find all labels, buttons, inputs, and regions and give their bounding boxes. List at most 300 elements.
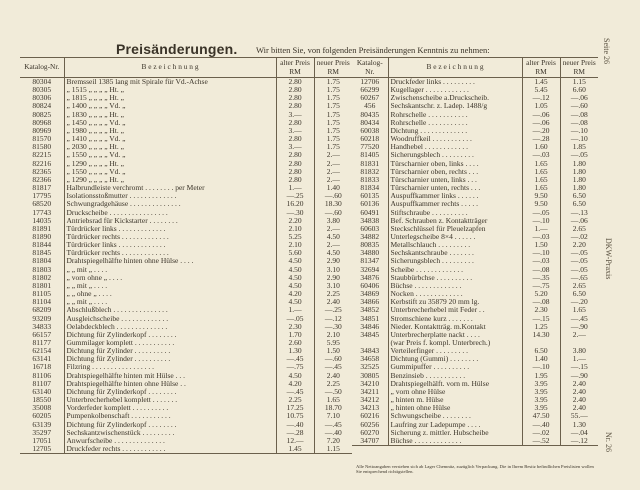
katalog-cell: 81833 <box>360 175 380 184</box>
alter-preis-cell: 12.— <box>276 437 314 445</box>
bezeichnung-cell: Auspuffkammer rechts . . . . . <box>388 200 522 208</box>
katalog-cell: 34880 <box>360 249 380 258</box>
neuer-preis-cell: 1.15 <box>314 445 352 454</box>
table-row <box>20 396 352 404</box>
table-row <box>352 233 598 241</box>
page-subtitle: Wir bitten Sie, von folgenden Preisänderungen Kenntnis zu nehmen: <box>256 45 490 55</box>
alter-preis-cell: 47.50 <box>522 412 560 420</box>
bezeichnung-cell: Filzring . . . . . . . . . . . . . . . . . <box>64 363 276 371</box>
table-row <box>20 274 352 282</box>
alter-preis-cell: —.45 <box>276 388 314 396</box>
katalog-cell: 81105 <box>32 290 51 299</box>
table-row <box>352 78 598 87</box>
alter-preis-cell: 2.30 <box>276 323 314 331</box>
bezeichnung-cell: Drahtspiegelhälfte hinten ohne Hülse . . <box>64 380 276 388</box>
alter-preis-cell: —.12 <box>522 94 560 102</box>
neuer-preis-cell: 6.50 <box>560 200 598 208</box>
katalog-cell: 60267 <box>360 94 380 103</box>
alter-preis-cell: 4.50 <box>276 274 314 282</box>
alter-preis-cell: 5.25 <box>276 233 314 241</box>
neuer-preis-cell: —.60 <box>314 192 352 200</box>
bezeichnung-cell: „ 1290 „ „ „ „ Ht. „ <box>64 176 276 184</box>
table-row <box>352 176 598 184</box>
alter-preis-cell: 14.30 <box>522 331 560 339</box>
table-row <box>352 241 598 249</box>
katalog-cell: 16718 <box>32 363 52 372</box>
bezeichnung-cell: Druckfeder rechts . . . . . . . . . . . . <box>64 445 276 454</box>
neuer-preis-cell: 3.80 <box>560 347 598 355</box>
alter-preis-cell: 4.50 <box>276 372 314 380</box>
neuer-preis-cell: —.13 <box>560 209 598 217</box>
table-row <box>352 429 598 437</box>
katalog-cell: 80824 <box>32 102 52 111</box>
katalog-cell: 60038 <box>360 126 380 135</box>
alter-preis-cell: —.20 <box>522 127 560 135</box>
bezeichnung-cell: Verteilerfinger . . . . . . . . . <box>388 347 522 355</box>
alter-preis-cell: 2.25 <box>276 396 314 404</box>
alter-preis-cell: 2.80 <box>276 86 314 94</box>
table-row <box>20 151 352 159</box>
neuer-preis-cell: —.12 <box>560 437 598 446</box>
katalog-cell: 34213 <box>360 404 380 413</box>
katalog-cell: 80825 <box>32 110 52 119</box>
katalog-cell: 17051 <box>32 436 52 445</box>
alter-preis-cell: 3.95 <box>522 404 560 412</box>
katalog-cell: 63140 <box>32 387 52 396</box>
neuer-preis-cell: 2.40 <box>314 372 352 380</box>
neuer-preis-cell: 18.30 <box>314 200 352 208</box>
katalog-cell: 60136 <box>360 200 380 209</box>
bezeichnung-cell: Stromschiene kurz . . . . . . . <box>388 315 522 323</box>
side-issue-label: Nr. 26 <box>604 432 613 452</box>
bezeichnung-cell: Bremsseil 1385 lang mit Spirale für Vd.-Achse <box>64 78 276 87</box>
bezeichnung-cell: Türdrücker links . . . . . . . . . . . . . <box>64 225 276 233</box>
alter-preis-cell: 1.30 <box>276 347 314 355</box>
table-row <box>352 396 598 404</box>
katalog-cell: 82215 <box>32 151 52 160</box>
bezeichnung-cell: Zwischenscheibe a.Druckscheib. <box>388 94 522 102</box>
bezeichnung-cell: Sechskantschr. z. Ladep. 1488/g <box>388 102 522 110</box>
table-row <box>20 102 352 110</box>
katalog-cell: 81106 <box>32 371 51 380</box>
alter-preis-cell: 2.80 <box>276 168 314 176</box>
neuer-preis-cell: 2.20 <box>560 241 598 249</box>
bezeichnung-cell: Büchse . . . . . . . . . . . . . <box>388 282 522 290</box>
katalog-cell: 60603 <box>360 224 380 233</box>
footnote: Alle Nettoangaben verstehen sich ab Lager Chemnitz, zuzüglich Verpackung. Die in Ihrem Besitz befindlichen Preislisten wollen Sie entsprechend richtigstellen. <box>356 464 594 475</box>
table-row <box>352 282 598 290</box>
katalog-cell: 81832 <box>360 167 380 176</box>
table-row <box>20 241 352 249</box>
table-row <box>352 363 598 371</box>
table-row <box>352 412 598 420</box>
table-header-row <box>20 58 352 78</box>
bezeichnung-cell: Kerbstift zu 35879 20 mm lg. <box>388 298 522 306</box>
bezeichnung-cell: Woodruffkeil . . . . . . . . . . . <box>388 135 522 143</box>
katalog-cell: 12706 <box>360 77 380 86</box>
neuer-preis-cell: 1.75 <box>314 78 352 87</box>
bezeichnung-cell: Dichtung für Zylinderkopf . . . . . . . . <box>64 388 276 396</box>
bezeichnung-cell: „ 1400 „ „ „ „ Vd. „ <box>64 102 276 110</box>
table-row <box>20 184 352 192</box>
katalog-cell: 81347 <box>360 257 380 266</box>
alter-preis-cell: 5.45 <box>522 86 560 94</box>
table-row <box>352 355 598 363</box>
bezeichnung-cell: Türdrücker rechts . . . . . . . . . . . . . <box>64 233 276 241</box>
table-row <box>20 168 352 176</box>
alter-preis-cell: —.45 <box>276 355 314 363</box>
alter-preis-cell: —.25 <box>276 192 314 200</box>
table-row <box>20 363 352 371</box>
alter-preis-cell: 2.60 <box>276 339 314 347</box>
table-row <box>352 404 598 412</box>
alter-preis-cell: 1.40 <box>522 355 560 363</box>
katalog-cell: 34843 <box>360 347 380 356</box>
neuer-preis-cell: 5.95 <box>314 339 352 347</box>
alter-preis-cell: 2.80 <box>276 78 314 87</box>
table-row <box>20 266 352 274</box>
neuer-preis-cell: 1.80 <box>560 168 598 176</box>
neuer-preis-cell: 2.40 <box>560 404 598 412</box>
bezeichnung-cell: „ 1450 „ „ „ „ Vd. „ <box>64 119 276 127</box>
table-row <box>20 445 352 454</box>
neuer-preis-cell: 2.— <box>314 168 352 176</box>
bezeichnung-cell: Bef. Schrauben z. Kontaktträger <box>388 217 522 225</box>
katalog-cell: 32525 <box>360 363 380 372</box>
table-row <box>20 380 352 388</box>
table-row <box>20 412 352 420</box>
neuer-preis-cell: —.65 <box>560 274 598 282</box>
neuer-preis-cell: 6.60 <box>560 86 598 94</box>
katalog-cell: 35008 <box>32 404 52 413</box>
alter-preis-cell: —.10 <box>522 249 560 257</box>
neuer-preis-cell: —.30 <box>314 323 352 331</box>
alter-preis-cell: —.75 <box>276 363 314 371</box>
table-row <box>352 249 598 257</box>
table-row <box>352 127 598 135</box>
katalog-cell: 34882 <box>360 232 380 241</box>
katalog-cell: 60205 <box>32 412 52 421</box>
table-row <box>352 298 598 306</box>
katalog-cell: 60218 <box>360 135 380 144</box>
bezeichnung-cell: Druckscheibe . . . . . . . . . . . . . . . . <box>64 209 276 217</box>
alter-preis-cell: 1.05 <box>522 102 560 110</box>
neuer-preis-cell: —.40 <box>314 429 352 437</box>
neuer-preis-cell: —.05 <box>560 266 598 274</box>
table-row <box>352 388 598 396</box>
alter-preis-cell: —.06 <box>522 119 560 127</box>
alter-preis-cell: 2.10 <box>276 241 314 249</box>
alter-preis-cell: —.03 <box>522 233 560 241</box>
alter-preis-cell: 2.80 <box>276 160 314 168</box>
katalog-cell: 81834 <box>360 184 380 193</box>
katalog-cell: 80434 <box>360 118 380 127</box>
bezeichnung-cell: „ 1515 „ „ „ „ Ht. „ <box>64 86 276 94</box>
alter-preis-cell: 2.80 <box>276 151 314 159</box>
katalog-cell: 34212 <box>360 396 380 405</box>
table-row <box>20 78 352 87</box>
neuer-preis-cell: 7.20 <box>314 437 352 445</box>
neuer-preis-cell: 2.— <box>314 241 352 249</box>
bezeichnung-cell: Stiftschraube . . . . . . . . . . <box>388 209 522 217</box>
table-row <box>20 176 352 184</box>
table-row <box>352 315 598 323</box>
bezeichnung-cell: Schwungscheibe . . . . . . . . <box>388 412 522 420</box>
table-header-row <box>352 58 598 78</box>
neuer-preis-cell: —.02 <box>560 233 598 241</box>
katalog-cell: 34210 <box>360 379 380 388</box>
alter-preis-cell: 4.20 <box>276 380 314 388</box>
neuer-preis-cell: —.08 <box>560 111 598 119</box>
table-row <box>20 290 352 298</box>
alter-preis-cell: —.03 <box>522 257 560 265</box>
alter-preis-cell: 3.95 <box>522 396 560 404</box>
neuer-preis-cell: 2.— <box>314 160 352 168</box>
alter-preis-cell: —.06 <box>522 111 560 119</box>
katalog-cell <box>352 339 388 347</box>
katalog-cell: 81580 <box>32 143 52 152</box>
bezeichnung-cell: Antriebsrad für Kickstarter . . . . . . . . <box>64 217 276 225</box>
table-row <box>352 160 598 168</box>
alter-preis-cell: —.08 <box>522 266 560 274</box>
katalog-cell: 34851 <box>360 314 380 323</box>
alter-preis-cell: 5.20 <box>522 290 560 298</box>
bezeichnung-cell: Halbrundleiste verchromt . . . . . . . . per Meter <box>64 184 276 192</box>
bezeichnung-cell: Ausgleichscheibe . . . . . . . . . . . . . <box>64 315 276 323</box>
alter-preis-cell: —.10 <box>522 217 560 225</box>
table-row <box>352 372 598 380</box>
bezeichnung-cell: Dichtung für Zylinder . . . . . . . . . . <box>64 347 276 355</box>
alter-preis-cell: 1.45 <box>522 78 560 87</box>
table-row <box>20 143 352 151</box>
bezeichnung-cell: „ vorn ohne „ . . . . <box>64 274 276 282</box>
table-row <box>20 372 352 380</box>
bezeichnung-cell: Scheibe . . . . . . . . . . . . . <box>388 266 522 274</box>
table-row <box>352 217 598 225</box>
katalog-cell: 80306 <box>32 94 52 103</box>
katalog-cell: 80969 <box>32 126 52 135</box>
bezeichnung-cell: Sicherungsblech . . . . . . . . . <box>388 257 522 265</box>
neuer-preis-cell: 3.10 <box>314 266 352 274</box>
table-row <box>20 257 352 265</box>
alter-preis-cell: 2.30 <box>522 306 560 314</box>
alter-preis-cell: —.28 <box>522 135 560 143</box>
bezeichnung-cell: Dichtung für Zylinder . . . . . . . . . . <box>64 355 276 363</box>
neuer-preis-cell: 1.75 <box>314 135 352 143</box>
neuer-preis-cell: 2.65 <box>560 225 598 233</box>
neuer-preis-cell: 2.40 <box>314 298 352 306</box>
katalog-cell: 34833 <box>32 322 52 331</box>
katalog-cell: 30805 <box>360 371 380 380</box>
neuer-preis-cell: 1.75 <box>314 119 352 127</box>
bezeichnung-cell: Vorderfeder komplett . . . . . . . . . . <box>64 404 276 412</box>
table-row <box>20 437 352 445</box>
bezeichnung-cell: Nocken . . . . . . . . . . . . . <box>388 290 522 298</box>
neuer-preis-cell: —.90 <box>560 323 598 331</box>
neuer-preis-cell: 2.— <box>314 151 352 159</box>
bezeichnung-cell: Türscharnier unten, links . . . <box>388 176 522 184</box>
neuer-preis-cell: —.25 <box>314 306 352 314</box>
table-row <box>20 323 352 331</box>
alter-preis-cell: 2.20 <box>276 217 314 225</box>
katalog-cell: 34838 <box>360 216 380 225</box>
bezeichnung-cell: „ 1410 „ „ „ „ Vd. „ <box>64 135 276 143</box>
alter-preis-cell: 2.80 <box>276 176 314 184</box>
table-row <box>352 119 598 127</box>
neuer-preis-cell: 2.— <box>314 176 352 184</box>
neuer-preis-cell: 2.40 <box>560 388 598 396</box>
alter-preis-cell: —.52 <box>522 437 560 446</box>
neuer-preis-cell: 1.75 <box>314 86 352 94</box>
neuer-preis-cell: 1.40 <box>314 184 352 192</box>
katalog-cell: 81817 <box>32 184 52 193</box>
katalog-cell: 81802 <box>32 273 52 282</box>
alter-preis-cell: —.05 <box>522 209 560 217</box>
katalog-cell: 81845 <box>32 249 52 258</box>
table-row <box>352 274 598 282</box>
katalog-cell: 63139 <box>32 420 52 429</box>
alter-preis-cell: —.40 <box>276 421 314 429</box>
neuer-preis-cell: 1.75 <box>314 102 352 110</box>
neuer-preis-cell: 3.10 <box>314 282 352 290</box>
alter-preis-cell: 9.50 <box>522 200 560 208</box>
neuer-preis-cell: 1.75 <box>314 94 352 102</box>
katalog-cell: 60406 <box>360 281 380 290</box>
neuer-preis-cell: 2.10 <box>314 331 352 339</box>
alter-preis-cell: 17.25 <box>276 404 314 412</box>
table-row <box>352 290 598 298</box>
katalog-cell: 34846 <box>360 322 380 331</box>
bezeichnung-cell: Laufring zur Ladepumpe . . . . <box>388 421 522 429</box>
table-row <box>352 184 598 192</box>
alter-preis-cell: —.30 <box>276 209 314 217</box>
bezeichnung-cell: Unterlegscheibe 8×4 . . . . . . <box>388 233 522 241</box>
bezeichnung-cell: Unterbrecherplatte nackt . . . . <box>388 331 522 339</box>
neuer-preis-cell: 1.65 <box>560 306 598 314</box>
neuer-preis-cell: —.45 <box>314 363 352 371</box>
table-row <box>20 160 352 168</box>
table-row <box>352 323 598 331</box>
bezeichnung-cell: „ 1550 „ „ „ „ Vd. „ <box>64 168 276 176</box>
katalog-cell: 34211 <box>360 387 379 396</box>
neuer-preis-cell: 4.50 <box>314 249 352 257</box>
bezeichnung-cell: Sicherungsblech . . . . . . . . . <box>388 151 522 159</box>
table-row <box>352 306 598 314</box>
alter-preis-cell: —.05 <box>276 315 314 323</box>
table-row <box>352 94 598 102</box>
katalog-cell: 60270 <box>360 428 380 437</box>
katalog-cell: 35297 <box>32 428 52 437</box>
table-row <box>20 298 352 306</box>
bezeichnung-cell: Handhebel . . . . . . . . . . . . <box>388 143 522 151</box>
neuer-preis-cell: 2.65 <box>560 282 598 290</box>
table-row <box>20 217 352 225</box>
bezeichnung-cell: Türscharnier oben, rechts . . . <box>388 168 522 176</box>
neuer-preis-cell: —.12 <box>314 315 352 323</box>
table-row <box>352 437 598 446</box>
katalog-cell: 82366 <box>32 175 52 184</box>
neuer-preis-cell: 1.65 <box>314 396 352 404</box>
katalog-cell: 81177 <box>32 339 51 347</box>
table-row <box>352 421 598 429</box>
alter-preis-cell: —.15 <box>522 315 560 323</box>
bezeichnung-cell: Anwurfscheibe . . . . . . . . . . . . . . <box>64 437 276 445</box>
katalog-cell: 81804 <box>32 257 52 266</box>
table-row <box>352 380 598 388</box>
table-row <box>352 209 598 217</box>
alter-preis-cell: 1.— <box>276 184 314 192</box>
katalog-cell: 60216 <box>360 412 380 421</box>
bezeichnung-cell: Oelabdeckblech . . . . . . . . . . . . . . <box>64 323 276 331</box>
alter-preis-cell: 2.80 <box>276 102 314 110</box>
bezeichnung-cell: Staubbürbchse . . . . . . . . . . <box>388 274 522 282</box>
katalog-cell: 81891 <box>32 224 52 233</box>
alter-preis-cell: —.08 <box>522 298 560 306</box>
bezeichnung-cell: „ 1290 „ „ „ „ Ht. „ <box>64 160 276 168</box>
neuer-preis-cell: —.06 <box>560 217 598 225</box>
bezeichnung-cell: Türdrücker rechts . . . . . . . . . . . . . <box>64 249 276 257</box>
table-row <box>352 168 598 176</box>
neuer-preis-cell: —.90 <box>560 372 598 380</box>
alter-preis-cell: 16.20 <box>276 200 314 208</box>
bezeichnung-cell: Sechskantzwischenstück . . . . . . . . . <box>64 429 276 437</box>
katalog-cell: 60135 <box>360 192 380 201</box>
table-row <box>20 127 352 135</box>
katalog-cell: 66299 <box>360 86 380 95</box>
table-row <box>20 306 352 314</box>
table-row <box>20 355 352 363</box>
neuer-preis-cell: 1.15 <box>560 78 598 87</box>
katalog-cell: 63141 <box>32 355 52 364</box>
bezeichnung-cell: Sicherung z. mittler. Hubscheibe <box>388 429 522 437</box>
bezeichnung-cell: Dichtung für Zylinderkopf . . . . . . . . <box>64 331 276 339</box>
table-row <box>20 404 352 412</box>
table-row <box>20 388 352 396</box>
neuer-preis-cell: 2.25 <box>314 290 352 298</box>
table-row <box>20 331 352 339</box>
table-row <box>352 86 598 94</box>
bezeichnung-cell: Pumpenkolbenschaft . . . . . . . . . . . <box>64 412 276 420</box>
katalog-cell: 80304 <box>32 77 52 86</box>
table-row <box>20 347 352 355</box>
katalog-cell: 17743 <box>32 208 52 217</box>
alter-preis-cell: 1.65 <box>522 168 560 176</box>
alter-preis-cell: 5.60 <box>276 249 314 257</box>
bezeichnung-cell: Unterbrecherhebel mit Feder . . <box>388 306 522 314</box>
table-row <box>352 151 598 159</box>
table-row <box>352 111 598 119</box>
table-row <box>20 94 352 102</box>
table-row <box>20 421 352 429</box>
bezeichnung-cell: Metallschlauch . . . . . . . . . <box>388 241 522 249</box>
neuer-preis-cell: —.10 <box>560 135 598 143</box>
side-publication-label: DKW-Praxis <box>604 238 613 280</box>
neuer-preis-cell: —.45 <box>560 315 598 323</box>
bezeichnung-cell: (war Preis f. kompl. Unterbrech.) <box>388 339 522 347</box>
bezeichnung-cell: Rohrschelle . . . . . . . . . . . <box>388 111 522 119</box>
neuer-preis-cell: 7.10 <box>314 412 352 420</box>
alter-preis-cell: 10.75 <box>276 412 314 420</box>
table-row <box>20 200 352 208</box>
header-alter-preis: alter Preis RM <box>522 58 560 78</box>
katalog-cell: 456 <box>364 102 376 111</box>
neuer-preis-cell: —.60 <box>560 102 598 110</box>
alter-preis-cell: 2.80 <box>276 119 314 127</box>
neuer-preis-cell: —.60 <box>314 355 352 363</box>
bezeichnung-cell: Drahtspiegelhälfte hinten ohne Hülse . . . . <box>64 257 276 265</box>
neuer-preis-cell: —.45 <box>314 421 352 429</box>
price-table-right <box>352 57 598 446</box>
